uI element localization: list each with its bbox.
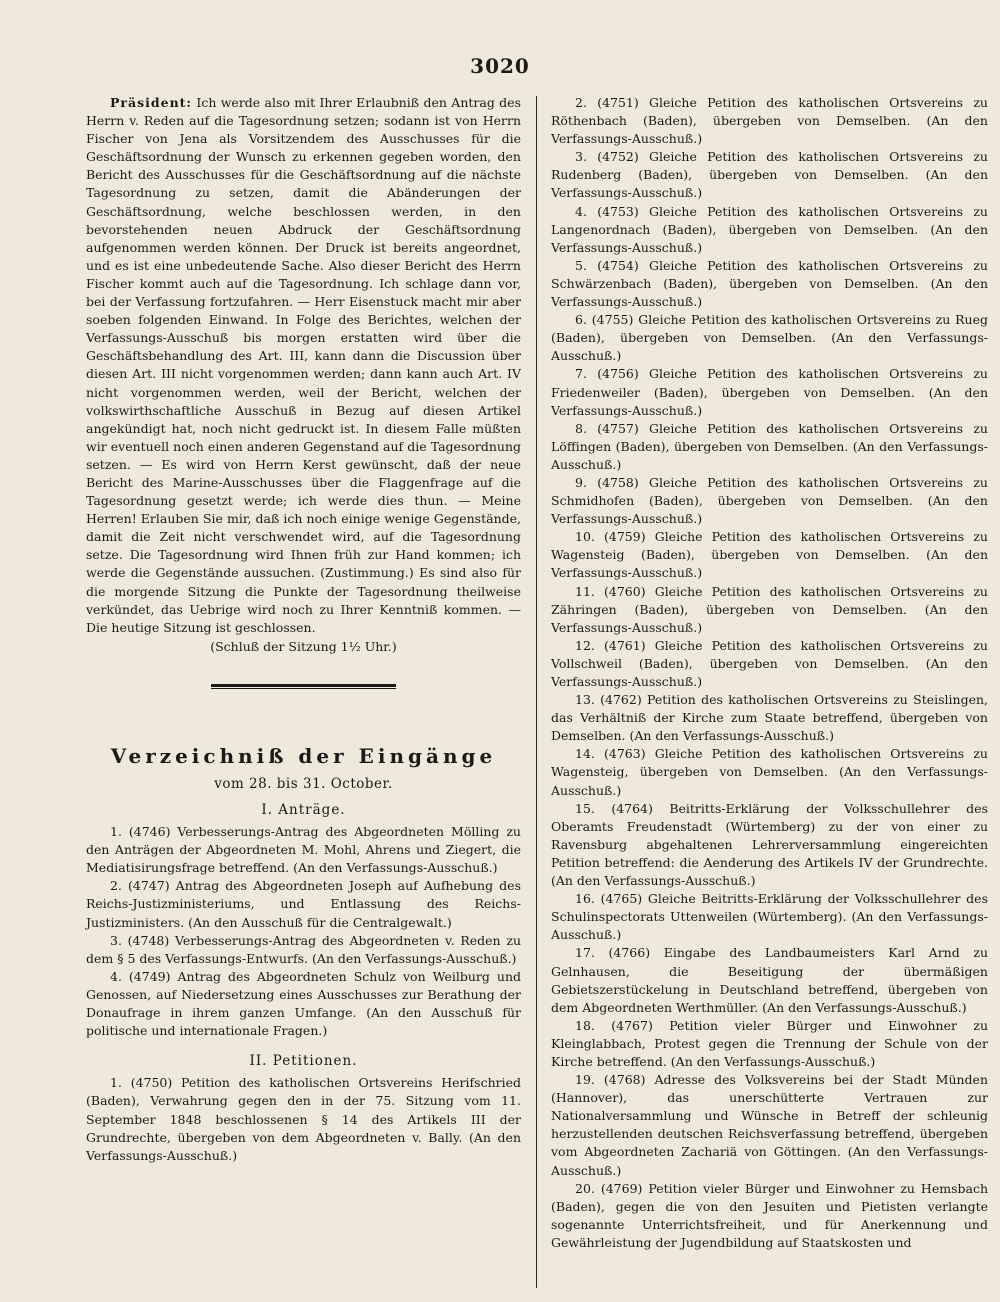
president-speech [86,94,521,637]
list-item: 17. (4766) Eingabe des Landbaumeisters Karl Arnd zu Gelnhausen, die Beseitigung der übermäßigen Gebietszerstückelung in Deutschland betreffend, übergeben von dem Abgeordneten Werthmüller. (An den Verfassungs-Ausschuß.) [551,945,988,1015]
section-divider-thick [211,684,396,687]
list-item: 15. (4764) Beitritts-Erklärung der Volksschullehrer des Oberamts Freudenstadt (Würtemberg) zu der von einer zu Ravensburg abgehaltenen Lehrerversammlung eingereichten Petition betreffend: die Aenderung des Artikels IV der Grundrechte. (An den Verfassungs-Ausschuß.) [551,800,988,889]
list-item: 6. (4755) Gleiche Petition des katholischen Ortsvereins zu Rueg (Baden), übergeben von Demselben. (An den Verfassungs-Ausschuß.) [551,312,988,364]
registry-title: Verzeichniß der Eingänge [110,743,497,768]
list-item: 3. (4752) Gleiche Petition des katholischen Ortsvereins zu Rudenberg (Baden), übergeben von Demselben. (An den Verfassungs-Ausschuß.) [551,149,988,201]
column-divider [536,96,537,1288]
left-column [86,94,521,1165]
list-item: 3. (4748) Verbesserungs-Antrag des Abgeordneten v. Reden zu dem § 5 des Verfassungs-Entwurfs. (An den Verfassungs-Ausschuß.) [86,932,521,966]
list-item: 16. (4765) Gleiche Beitritts-Erklärung der Volksschullehrer des Schulinspectorats Uttenweilen (Würtemberg). (An den Verfassungs-Ausschuß.) [551,891,988,943]
section-divider-thin [211,688,396,689]
list-item: 8. (4757) Gleiche Petition des katholischen Ortsvereins zu Löffingen (Baden), übergeben von Demselben. (An den Verfassungs-Ausschuß.) [551,420,988,472]
section-heading-antraege: I. Anträge. [261,802,346,818]
list-item: 10. (4759) Gleiche Petition des katholischen Ortsvereins zu Wagensteig (Baden), übergeben von Demselben. (An den Verfassungs-Ausschuß.) [551,529,988,581]
list-item: 2. (4747) Antrag des Abgeordneten Joseph auf Aufhebung des Reichs-Justizministeriums, und Entlassung des Reichs-Justizministers. (An den Ausschuß für die Centralgewalt.) [86,878,521,930]
list-item: 13. (4762) Petition des katholischen Ortsvereins zu Steislingen, das Verhältniß der Kirche zum Staate betreffend, übergeben von Demselben. (An den Verfassungs-Ausschuß.) [551,692,988,744]
list-item: 19. (4768) Adresse des Volksvereins bei der Stadt Münden (Hannover), das unerschütterte Vertrauen zur Nationalversammlung und Wünsche in Betreff der schleunig herzustellenden deutschen Reichsverfassung betreffend, übergeben vom Abgeordneten Zachariä von Göttingen. (An den Verfassungs-Ausschuß.) [551,1072,988,1178]
right-column [551,94,988,1252]
list-item: 7. (4756) Gleiche Petition des katholischen Ortsvereins zu Friedenweiler (Baden), übergeben von Demselben. (An den Verfassungs-Ausschuß.) [551,366,988,418]
list-item: 9. (4758) Gleiche Petition des katholischen Ortsvereins zu Schmidhofen (Baden), übergeben von Demselben. (An den Verfassungs-Ausschuß.) [551,474,988,527]
page-number: 3020 [470,54,530,78]
list-item: 11. (4760) Gleiche Petition des katholischen Ortsvereins zu Zähringen (Baden), übergeben von Demselben. (An den Verfassungs-Ausschuß.) [551,583,988,635]
list-item: 4. (4753) Gleiche Petition des katholischen Ortsvereins zu Langenordnach (Baden), übergeben von Demselben. (An den Verfassungs-Ausschuß.) [551,203,988,255]
list-item: 18. (4767) Petition vieler Bürger und Einwohner zu Kleinglabbach, Protest gegen die Trennung der Schule von der Kirche betreffend. (An den Verfassungs-Ausschuß.) [551,1017,988,1069]
list-item: 12. (4761) Gleiche Petition des katholischen Ortsvereins zu Vollschweil (Baden), übergeben von Demselben. (An den Verfassungs-Ausschuß.) [551,637,988,689]
list-item: 5. (4754) Gleiche Petition des katholischen Ortsvereins zu Schwärzenbach (Baden), übergeben von Demselben. (An den Verfassungs-Ausschuß.) [551,257,988,310]
list-item: 4. (4749) Antrag des Abgeordneten Schulz von Weilburg und Genossen, auf Niedersetzung eines Ausschusses zur Berathung der Donaufrage in ihrem ganzen Umfange. (An den Ausschuß für politische und internationale Fragen.) [86,968,521,1039]
speech-text: Ich werde also mit Ihrer Erlaubniß den Antrag des Herrn v. Reden auf die Tagesordnung setzen; sodann ist von Herrn Fischer von Jena als Vorsitzendem des Ausschusses für die Geschäftsordnung der Wunsch zu erkennen gegeben worden, den Bericht des Ausschusses für die Geschäftsordnung auf die nächste Tagesordnung zu setzen, damit die Abänderungen der Geschäftsordnung, welche beschlossen werden, in den bevorstehenden neuen Abdruck der Geschäftsordnung aufgenommen werden können. Der Druck ist bereits angeordnet, und es ist eine unbedeutende Sache. Also dieser Bericht des Herrn Fischer kommt auch auf die Tagesordnung. Ich schlage dann vor, bei der Verfassung fortzufahren. — Herr Eisenstuck macht mir aber soeben folgenden Einwand. In Folge des Berichtes, welchen der Verfassungs-Ausschuß bis morgen erstatten wird über die Geschäftsbehandlung des Art. III, kann dann die Discussion über diesen Art. III nicht vorgenommen werden; dann kann auch Art. IV nicht vorgenommen werden, weil der Bericht, welchen der volkswirthschaftliche Ausschuß in Bezug auf diesen Artikel angekündigt hat, noch nicht gedruckt ist. In diesem Falle müßten wir eventuell noch einen anderen Gegenstand auf die Tagesordnung setzen. — Es wird von Herrn Kerst gewünscht, daß der neue Bericht des Marine-Ausschusses über die Flaggenfrage auf die Tagesordnung gesetzt werde; ich werde dies thun. — Meine Herren! Erlauben Sie mir, daß ich noch einige wenige Gegenstände, damit die Zeit nicht verschwendet wird, auf die Tagesordnung setze. Die Tagesordnung wird Ihnen früh zur Hand kommen; ich werde die Gegenstände aussuchen. (Zustimmung.) Es sind also für die morgende Sitzung die Punkte der Tagesordnung theilweise verkündet, das Uebrige wird noch zu Ihrer Kenntniß kommen. — Die heutige Sitzung ist geschlossen. [86,95,521,635]
list-item: 14. (4763) Gleiche Petition des katholischen Ortsvereins zu Wagensteig, übergeben von Demselben. (An den Verfassungs-Ausschuß.) [551,746,988,798]
session-closing: (Schluß der Sitzung 1½ Uhr.) [210,638,397,654]
list-item: 2. (4751) Gleiche Petition des katholischen Ortsvereins zu Röthenbach (Baden), übergeben von Demselben. (An den Verfassungs-Ausschuß.) [551,95,988,147]
registry-dates: vom 28. bis 31. October. [214,775,393,792]
list-item: 1. (4750) Petition des katholischen Ortsvereins Herifschried (Baden), Verwahrung gegen den in der 75. Sitzung vom 11. September 1848 beschlossenen § 14 des Artikels III der Grundrechte, übergeben von dem Abgeordneten v. Bally. (An den Verfassungs-Ausschuß.) [86,1075,521,1163]
list-item: 1. (4746) Verbesserungs-Antrag des Abgeordneten Mölling zu den Anträgen der Abgeordneten M. Mohl, Ahrens und Ziegert, die Mediatisirungsfrage betreffend. (An den Verfassungs-Ausschuß.) [86,824,521,876]
speaker-label: Präsident: [110,95,193,110]
section-heading-petitionen: II. Petitionen. [249,1053,358,1070]
list-item: 20. (4769) Petition vieler Bürger und Einwohner zu Hemsbach (Baden), gegen die von den Jesuiten und Pietisten verlangte sogenannte Unterrichtsfreiheit, und für Anerkennung und Gewährleistung der Jugendbildung auf Staatskosten und [551,1180,988,1250]
